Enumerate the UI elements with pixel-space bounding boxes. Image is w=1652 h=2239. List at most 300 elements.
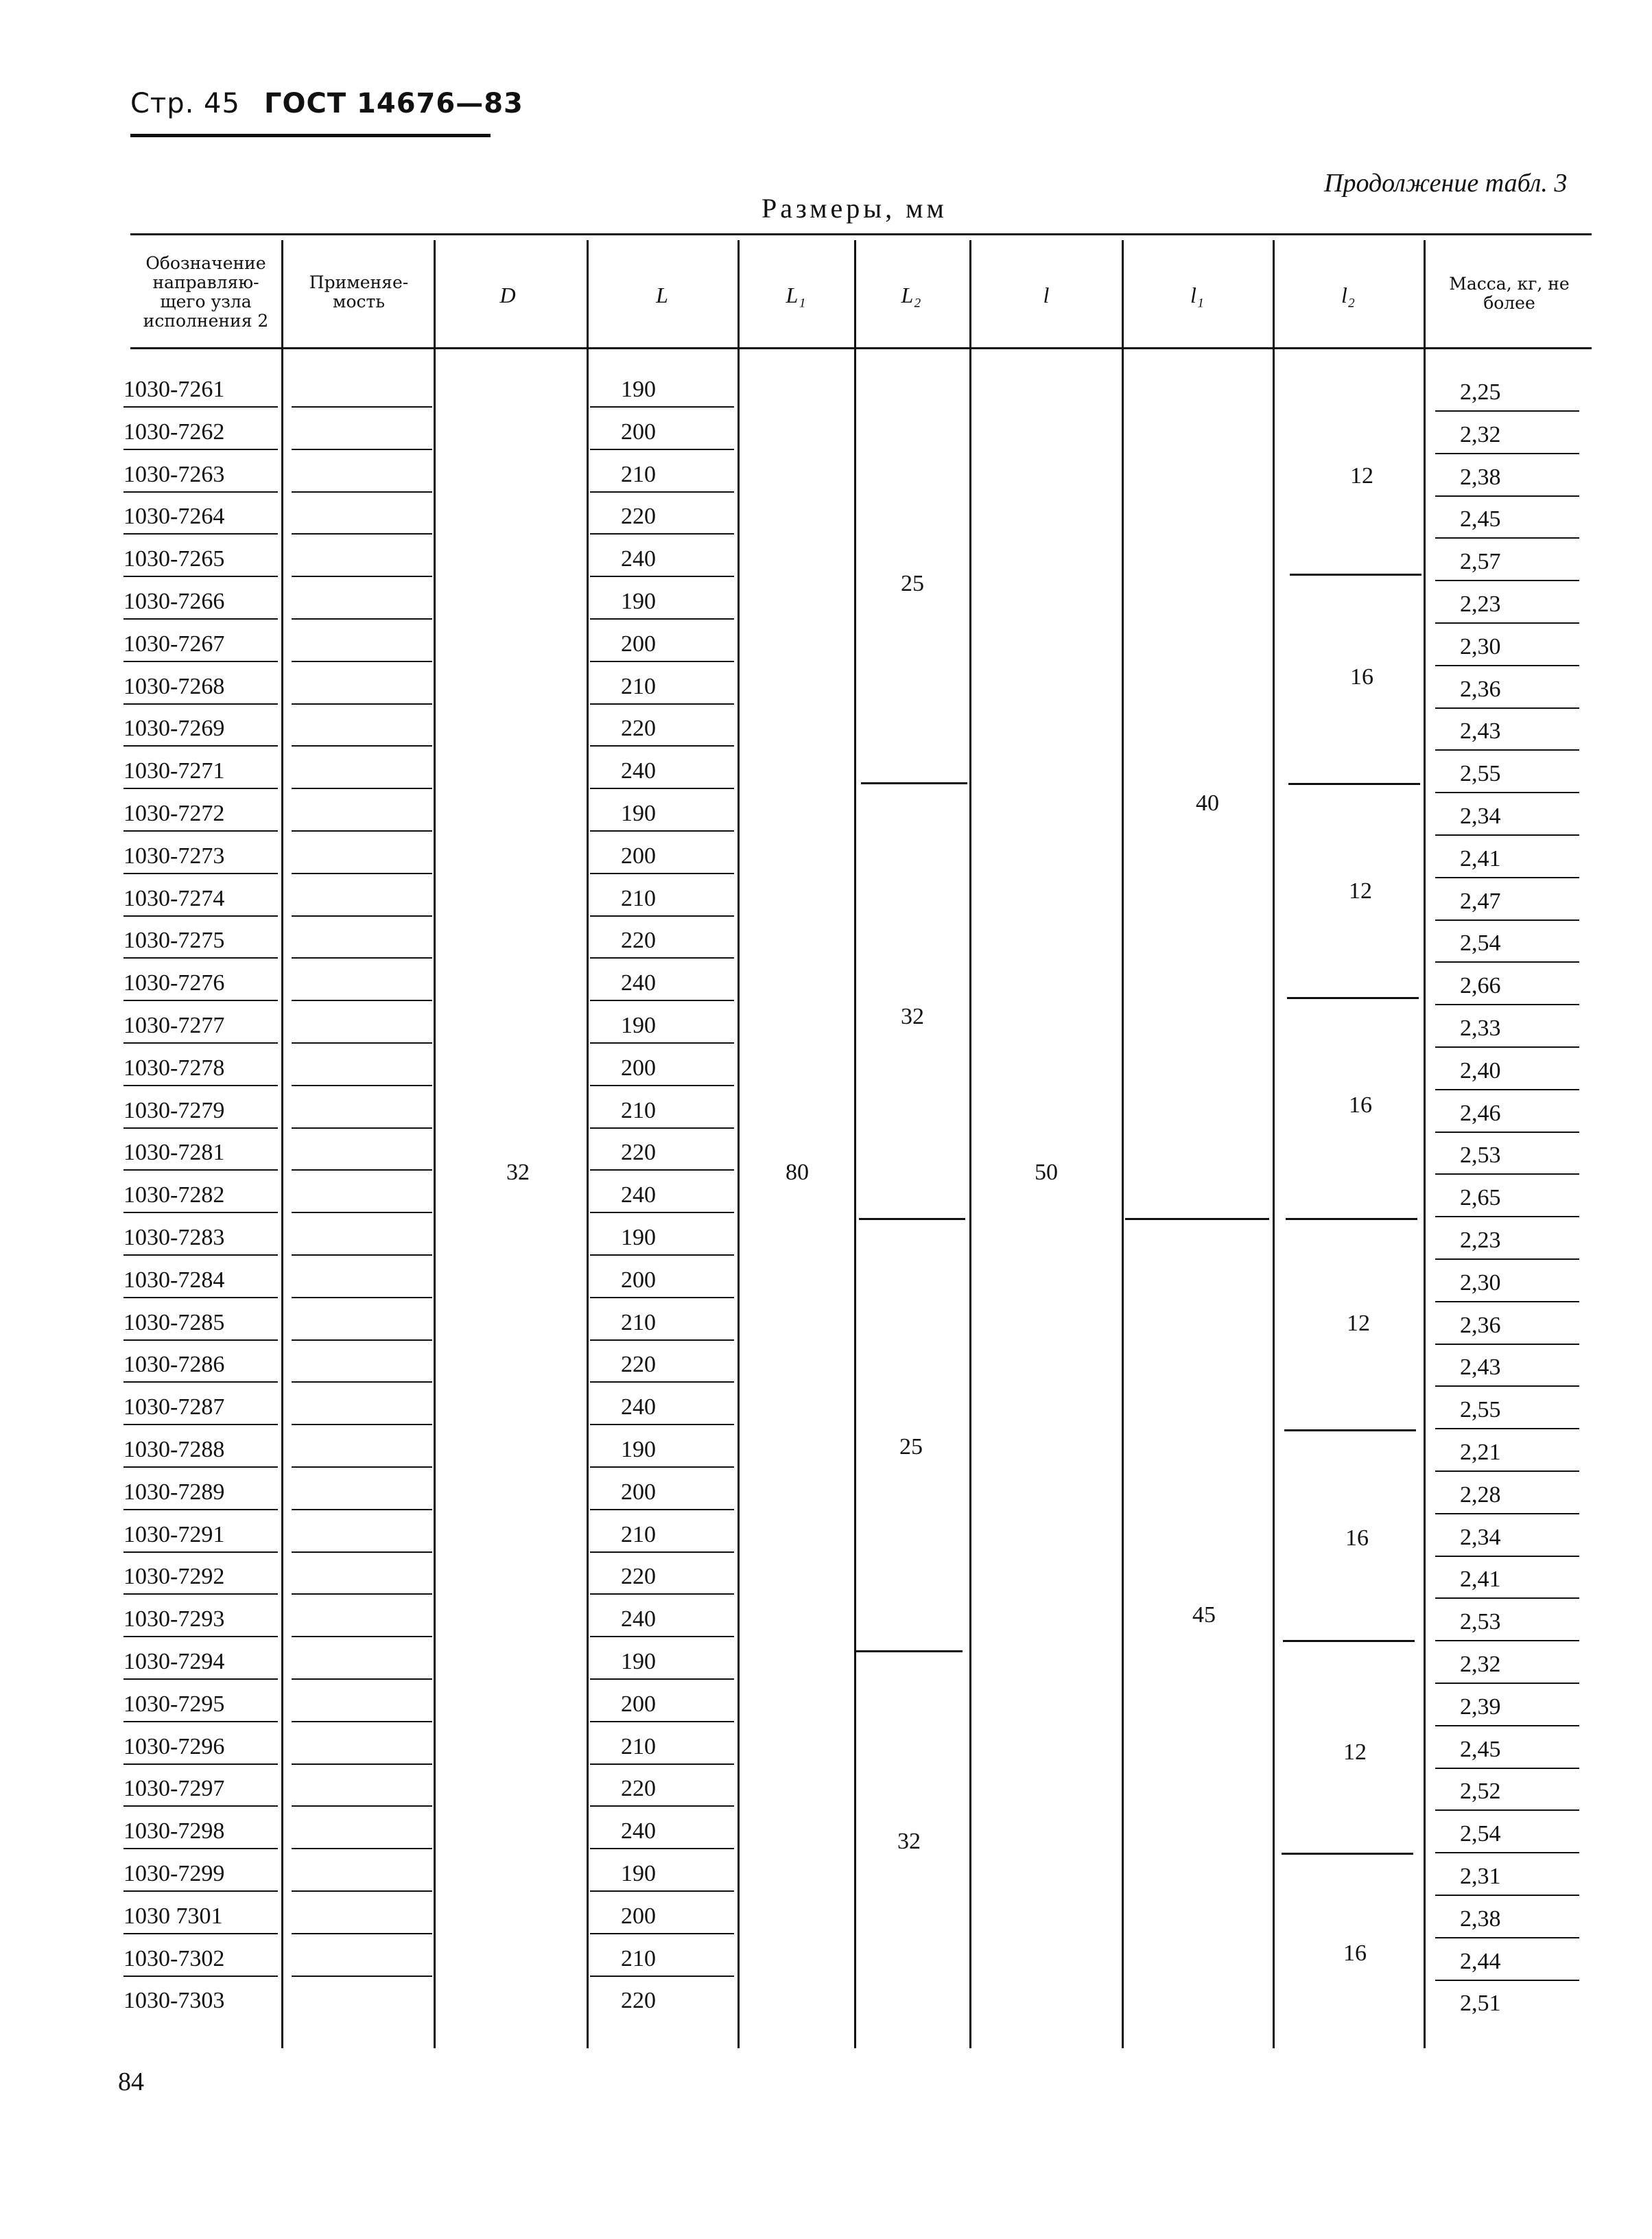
row-rule-length: [590, 533, 734, 535]
row-length-L: 190: [621, 1861, 656, 1886]
row-rule-length: [590, 830, 734, 832]
row-rule-mass: [1435, 453, 1579, 454]
row-mass: 2,44: [1460, 1949, 1501, 1974]
row-rule-designation: [123, 1254, 278, 1256]
row-designation: 1030-7303: [123, 1988, 225, 2013]
row-mass: 2,31: [1460, 1864, 1501, 1889]
page-number: 84: [118, 2067, 144, 2096]
row-rule-length: [590, 1805, 734, 1807]
row-length-L: 190: [621, 1013, 656, 1038]
cell-L2-group-3: 25: [899, 1434, 923, 1460]
col-rule-6: [969, 240, 971, 2048]
row-rule-applicability: [292, 788, 432, 789]
row-mass: 2,45: [1460, 506, 1501, 532]
row-mass: 2,39: [1460, 1694, 1501, 1720]
row-designation: 1030-7265: [123, 546, 225, 572]
row-rule-length: [590, 1254, 734, 1256]
row-rule-mass: [1435, 1089, 1579, 1090]
row-rule-applicability: [292, 703, 432, 705]
cell-l2-group-4: 16: [1349, 1092, 1372, 1118]
row-mass: 2,55: [1460, 1397, 1501, 1422]
row-rule-mass: [1435, 1046, 1579, 1048]
row-length-L: 190: [621, 377, 656, 402]
row-rule-designation: [123, 873, 278, 874]
row-mass: 2,41: [1460, 846, 1501, 871]
cell-l2-group-1: 12: [1350, 463, 1373, 489]
row-length-L: 190: [621, 801, 656, 826]
row-rule-length: [590, 1593, 734, 1595]
row-designation: 1030-7266: [123, 589, 225, 614]
row-designation: 1030 7301: [123, 1903, 223, 1929]
row-mass: 2,21: [1460, 1440, 1501, 1465]
gost-label: ГОСТ 14676—83: [264, 88, 523, 119]
row-rule-length: [590, 1042, 734, 1044]
row-rule-mass: [1435, 1258, 1579, 1260]
l1-group-divider: [1125, 1218, 1269, 1220]
table-header-rule: [130, 347, 1592, 349]
row-designation: 1030-7295: [123, 1691, 225, 1717]
row-mass: 2,30: [1460, 1270, 1501, 1296]
row-rule-mass: [1435, 1344, 1579, 1345]
header-rule: [130, 134, 491, 137]
row-mass: 2,33: [1460, 1016, 1501, 1041]
row-mass: 2,41: [1460, 1567, 1501, 1592]
col-rule-1: [281, 240, 283, 2048]
row-mass: 2,53: [1460, 1609, 1501, 1634]
row-length-L: 210: [621, 886, 656, 911]
row-rule-designation: [123, 1042, 278, 1044]
row-designation: 1030-7272: [123, 801, 225, 826]
row-length-L: 240: [621, 1394, 656, 1420]
l2-group-divider-5: [1284, 1429, 1416, 1431]
row-rule-length: [590, 576, 734, 577]
row-rule-designation: [123, 1593, 278, 1595]
row-length-L: 240: [621, 1818, 656, 1844]
row-designation: 1030-7291: [123, 1522, 225, 1547]
row-rule-designation: [123, 1848, 278, 1849]
row-mass: 2,55: [1460, 761, 1501, 786]
col-rule-9: [1424, 240, 1426, 2048]
row-length-L: 190: [621, 1437, 656, 1462]
row-mass: 2,47: [1460, 889, 1501, 914]
row-mass: 2,23: [1460, 591, 1501, 617]
row-designation: 1030-7263: [123, 462, 225, 487]
row-length-L: 240: [621, 758, 656, 784]
L2-group-divider-2: [859, 1218, 965, 1220]
cell-L1: 80: [786, 1160, 809, 1185]
row-designation: 1030-7279: [123, 1098, 225, 1123]
row-rule-length: [590, 618, 734, 620]
row-rule-applicability: [292, 449, 432, 450]
row-length-L: 210: [621, 1946, 656, 1971]
cell-D: 32: [506, 1160, 530, 1185]
row-mass: 2,32: [1460, 422, 1501, 447]
col-header-L: L: [656, 283, 668, 307]
row-length-L: 190: [621, 1225, 656, 1250]
col-header-designation: Обозначение направляю-щего узла исполнения 2: [143, 253, 269, 331]
row-rule-mass: [1435, 1301, 1579, 1302]
row-rule-designation: [123, 830, 278, 832]
row-rule-designation: [123, 576, 278, 577]
cell-l: 50: [1035, 1160, 1058, 1185]
row-designation: 1030-7277: [123, 1013, 225, 1038]
row-rule-applicability: [292, 830, 432, 832]
row-mass: 2,28: [1460, 1482, 1501, 1508]
row-rule-applicability: [292, 1763, 432, 1765]
row-length-L: 220: [621, 1988, 656, 2013]
row-rule-length: [590, 703, 734, 705]
row-mass: 2,23: [1460, 1228, 1501, 1253]
l2-group-divider-2: [1288, 783, 1420, 785]
cell-l2-group-2: 16: [1350, 664, 1373, 690]
row-mass: 2,43: [1460, 718, 1501, 744]
row-rule-applicability: [292, 1085, 432, 1086]
row-rule-designation: [123, 703, 278, 705]
row-rule-length: [590, 1127, 734, 1129]
l2-group-divider-6: [1283, 1640, 1415, 1642]
row-rule-mass: [1435, 665, 1579, 666]
row-designation: 1030-7276: [123, 970, 225, 996]
cell-l2-group-6: 16: [1345, 1525, 1369, 1551]
table-continuation-label: Продолжение табл. 3: [1324, 169, 1568, 198]
row-rule-mass: [1435, 1004, 1579, 1005]
row-rule-length: [590, 1678, 734, 1680]
row-length-L: 210: [621, 1522, 656, 1547]
row-rule-applicability: [292, 576, 432, 577]
row-rule-length: [590, 1381, 734, 1383]
row-rule-applicability: [292, 915, 432, 917]
row-rule-mass: [1435, 707, 1579, 709]
row-mass: 2,34: [1460, 1525, 1501, 1550]
row-length-L: 240: [621, 970, 656, 996]
row-length-L: 200: [621, 631, 656, 657]
row-rule-designation: [123, 533, 278, 535]
row-rule-applicability: [292, 1805, 432, 1807]
row-rule-applicability: [292, 1593, 432, 1595]
row-rule-applicability: [292, 1976, 432, 1977]
row-rule-applicability: [292, 1000, 432, 1001]
row-rule-designation: [123, 661, 278, 662]
row-designation: 1030-7285: [123, 1310, 225, 1335]
row-rule-designation: [123, 1381, 278, 1383]
row-designation: 1030-7294: [123, 1649, 225, 1674]
row-rule-applicability: [292, 533, 432, 535]
row-designation: 1030-7271: [123, 758, 225, 784]
row-rule-designation: [123, 449, 278, 450]
row-rule-designation: [123, 491, 278, 493]
row-rule-mass: [1435, 1513, 1579, 1514]
row-mass: 2,38: [1460, 1906, 1501, 1932]
row-designation: 1030-7288: [123, 1437, 225, 1462]
row-rule-applicability: [292, 1933, 432, 1934]
row-rule-mass: [1435, 1852, 1579, 1853]
row-rule-designation: [123, 1509, 278, 1510]
col-header-l: l: [1043, 283, 1050, 307]
l2-group-divider-4: [1286, 1218, 1417, 1220]
cell-L2-group-1: 25: [901, 571, 924, 596]
row-rule-applicability: [292, 1890, 432, 1892]
row-rule-length: [590, 915, 734, 917]
row-rule-mass: [1435, 1216, 1579, 1217]
row-designation: 1030-7299: [123, 1861, 225, 1886]
row-rule-mass: [1435, 622, 1579, 624]
row-rule-mass: [1435, 1809, 1579, 1811]
col-header-L2: L₂: [901, 283, 921, 307]
row-rule-applicability: [292, 491, 432, 493]
cell-l2-group-3: 12: [1349, 878, 1372, 904]
row-length-L: 200: [621, 1479, 656, 1505]
row-rule-length: [590, 957, 734, 959]
row-rule-length: [590, 1212, 734, 1213]
row-rule-applicability: [292, 1721, 432, 1722]
row-rule-applicability: [292, 1678, 432, 1680]
row-rule-mass: [1435, 919, 1579, 921]
row-designation: 1030-7286: [123, 1352, 225, 1377]
row-designation: 1030-7278: [123, 1055, 225, 1081]
row-rule-applicability: [292, 618, 432, 620]
row-rule-designation: [123, 788, 278, 789]
row-rule-designation: [123, 1721, 278, 1722]
row-rule-length: [590, 1169, 734, 1171]
row-length-L: 220: [621, 1564, 656, 1589]
row-designation: 1030-7289: [123, 1479, 225, 1505]
row-rule-applicability: [292, 1466, 432, 1468]
row-rule-mass: [1435, 1937, 1579, 1938]
L2-group-divider-3: [856, 1650, 963, 1652]
row-rule-length: [590, 1848, 734, 1849]
row-length-L: 210: [621, 1734, 656, 1759]
row-rule-applicability: [292, 873, 432, 874]
row-mass: 2,52: [1460, 1779, 1501, 1804]
row-rule-mass: [1435, 834, 1579, 836]
row-rule-designation: [123, 1890, 278, 1892]
row-rule-designation: [123, 1339, 278, 1341]
col-rule-8: [1273, 240, 1275, 2048]
row-length-L: 200: [621, 1903, 656, 1929]
row-rule-mass: [1435, 580, 1579, 581]
row-rule-designation: [123, 1000, 278, 1001]
row-rule-designation: [123, 618, 278, 620]
L2-group-divider-1: [861, 782, 967, 784]
row-rule-mass: [1435, 1597, 1579, 1599]
row-rule-designation: [123, 1636, 278, 1637]
row-rule-mass: [1435, 1428, 1579, 1429]
row-mass: 2,46: [1460, 1101, 1501, 1126]
row-rule-applicability: [292, 1339, 432, 1341]
row-designation: 1030-7296: [123, 1734, 225, 1759]
row-rule-designation: [123, 1127, 278, 1129]
row-rule-applicability: [292, 661, 432, 662]
row-rule-designation: [123, 1551, 278, 1553]
row-designation: 1030-7262: [123, 419, 225, 445]
row-length-L: 210: [621, 1098, 656, 1123]
row-rule-designation: [123, 1976, 278, 1977]
row-designation: 1030-7268: [123, 674, 225, 699]
row-rule-designation: [123, 915, 278, 917]
row-rule-mass: [1435, 1683, 1579, 1684]
col-rule-5: [854, 240, 856, 2048]
row-rule-mass: [1435, 1470, 1579, 1472]
row-length-L: 200: [621, 1055, 656, 1081]
row-mass: 2,34: [1460, 804, 1501, 829]
col-header-l2: l₂: [1341, 283, 1355, 307]
l2-group-divider-1: [1290, 574, 1421, 576]
l2-group-divider-3: [1287, 997, 1419, 999]
row-rule-applicability: [292, 1297, 432, 1298]
col-rule-7: [1122, 240, 1124, 2048]
row-designation: 1030-7281: [123, 1140, 225, 1165]
row-mass: 2,30: [1460, 634, 1501, 659]
row-designation: 1030-7282: [123, 1182, 225, 1208]
row-rule-length: [590, 1636, 734, 1637]
row-rule-length: [590, 1000, 734, 1001]
row-mass: 2,32: [1460, 1652, 1501, 1677]
row-designation: 1030-7297: [123, 1776, 225, 1801]
row-length-L: 240: [621, 1182, 656, 1208]
row-rule-mass: [1435, 1556, 1579, 1557]
col-header-L1: L₁: [786, 283, 806, 307]
row-rule-applicability: [292, 1381, 432, 1383]
row-rule-applicability: [292, 1509, 432, 1510]
row-rule-length: [590, 873, 734, 874]
row-rule-applicability: [292, 1254, 432, 1256]
row-rule-mass: [1435, 1640, 1579, 1641]
cell-l1-group-1: 40: [1196, 790, 1219, 816]
row-mass: 2,45: [1460, 1737, 1501, 1762]
row-rule-applicability: [292, 406, 432, 408]
page-label: Стр. 45: [130, 88, 240, 119]
table-top-rule: [130, 233, 1592, 235]
row-length-L: 200: [621, 1267, 656, 1293]
row-mass: 2,25: [1460, 379, 1501, 405]
row-rule-length: [590, 491, 734, 493]
row-rule-applicability: [292, 1636, 432, 1637]
row-rule-mass: [1435, 749, 1579, 751]
row-rule-applicability: [292, 1551, 432, 1553]
row-rule-mass: [1435, 877, 1579, 878]
row-rule-applicability: [292, 1127, 432, 1129]
row-rule-mass: [1435, 1895, 1579, 1896]
col-header-l1: l₁: [1190, 283, 1204, 307]
row-rule-mass: [1435, 792, 1579, 793]
row-rule-length: [590, 1509, 734, 1510]
row-rule-applicability: [292, 745, 432, 747]
row-rule-length: [590, 1890, 734, 1892]
row-rule-length: [590, 1763, 734, 1765]
row-rule-length: [590, 745, 734, 747]
row-rule-designation: [123, 1763, 278, 1765]
row-rule-designation: [123, 1085, 278, 1086]
row-designation: 1030-7302: [123, 1946, 225, 1971]
row-length-L: 210: [621, 674, 656, 699]
row-rule-length: [590, 788, 734, 789]
row-rule-applicability: [292, 1212, 432, 1213]
col-rule-2: [434, 240, 436, 2048]
col-header-mass: Масса, кг, не более: [1449, 274, 1570, 313]
cell-l2-group-7: 12: [1343, 1739, 1367, 1765]
row-rule-designation: [123, 1297, 278, 1298]
row-length-L: 200: [621, 1691, 656, 1717]
row-rule-applicability: [292, 1424, 432, 1425]
row-rule-length: [590, 1551, 734, 1553]
row-rule-mass: [1435, 1725, 1579, 1726]
row-designation: 1030-7269: [123, 716, 225, 741]
col-rule-3: [587, 240, 589, 2048]
row-rule-length: [590, 1424, 734, 1425]
cell-L2-group-4: 32: [897, 1829, 921, 1854]
cell-l2-group-5: 12: [1347, 1311, 1370, 1336]
row-rule-length: [590, 406, 734, 408]
row-mass: 2,54: [1460, 1821, 1501, 1847]
row-rule-mass: [1435, 1385, 1579, 1387]
row-rule-designation: [123, 1212, 278, 1213]
row-designation: 1030-7283: [123, 1225, 225, 1250]
row-rule-length: [590, 1297, 734, 1298]
row-rule-mass: [1435, 1173, 1579, 1175]
row-mass: 2,51: [1460, 1991, 1501, 2016]
row-length-L: 210: [621, 462, 656, 487]
row-rule-designation: [123, 1424, 278, 1425]
row-mass: 2,66: [1460, 973, 1501, 998]
row-mass: 2,53: [1460, 1142, 1501, 1168]
row-rule-length: [590, 1933, 734, 1934]
row-rule-designation: [123, 1933, 278, 1934]
col-header-applicability: Применяе-мость: [309, 272, 409, 312]
row-designation: 1030-7284: [123, 1267, 225, 1293]
row-rule-mass: [1435, 961, 1579, 963]
row-designation: 1030-7273: [123, 843, 225, 869]
row-designation: 1030-7293: [123, 1606, 225, 1632]
dimensions-label: Размеры, мм: [762, 193, 947, 224]
row-length-L: 190: [621, 1649, 656, 1674]
row-rule-length: [590, 449, 734, 450]
row-rule-length: [590, 1721, 734, 1722]
row-rule-length: [590, 1466, 734, 1468]
row-mass: 2,36: [1460, 1313, 1501, 1338]
row-mass: 2,36: [1460, 677, 1501, 702]
row-length-L: 200: [621, 843, 656, 869]
row-length-L: 220: [621, 928, 656, 953]
l2-group-divider-7: [1282, 1853, 1413, 1855]
row-length-L: 220: [621, 1140, 656, 1165]
row-rule-designation: [123, 1466, 278, 1468]
row-rule-length: [590, 1976, 734, 1977]
row-rule-designation: [123, 1678, 278, 1680]
row-designation: 1030-7275: [123, 928, 225, 953]
row-rule-applicability: [292, 1042, 432, 1044]
row-rule-applicability: [292, 1848, 432, 1849]
row-designation: 1030-7267: [123, 631, 225, 657]
row-mass: 2,40: [1460, 1058, 1501, 1083]
row-mass: 2,43: [1460, 1355, 1501, 1380]
row-length-L: 200: [621, 419, 656, 445]
cell-l1-group-2: 45: [1192, 1602, 1216, 1628]
row-rule-designation: [123, 1169, 278, 1171]
row-length-L: 220: [621, 1352, 656, 1377]
row-rule-applicability: [292, 957, 432, 959]
row-length-L: 220: [621, 504, 656, 529]
row-designation: 1030-7264: [123, 504, 225, 529]
row-mass: 2,54: [1460, 930, 1501, 956]
row-rule-designation: [123, 1805, 278, 1807]
row-mass: 2,57: [1460, 549, 1501, 574]
row-rule-length: [590, 1085, 734, 1086]
row-length-L: 220: [621, 716, 656, 741]
row-rule-length: [590, 661, 734, 662]
row-rule-designation: [123, 745, 278, 747]
row-designation: 1030-7298: [123, 1818, 225, 1844]
row-rule-mass: [1435, 537, 1579, 539]
